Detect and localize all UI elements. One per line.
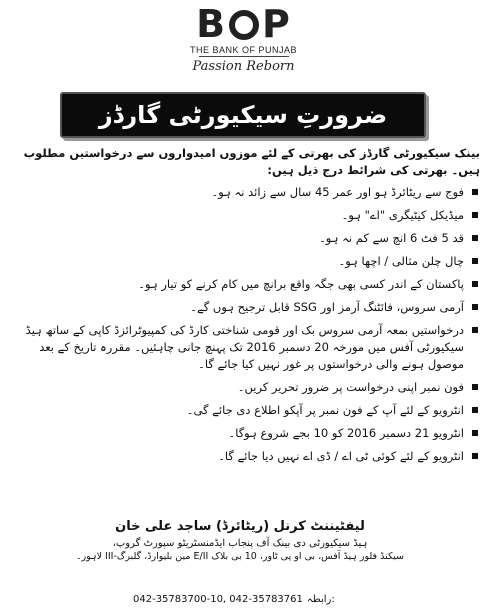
logo-letter-p: P xyxy=(262,2,291,46)
banner-title: ضرورتِ سیکیورٹی گارڈز xyxy=(98,101,388,129)
signatory-name: لیفٹیننٹ کرنل (ریٹائرڈ) ساجد علی خان xyxy=(115,519,365,534)
bank-logo-block xyxy=(0,2,487,74)
list-item: فون نمبر اپنی درخواست پر ضرور تحریر کریں۔ xyxy=(10,379,480,396)
signature-block xyxy=(30,519,450,562)
title-banner xyxy=(60,92,426,138)
list-item: میڈیکل کیٹیگری "اے" ہو۔ xyxy=(10,207,480,224)
list-item: درخواستیں بمعہ آرمی سروس بک اور قومی شناختی کارڈ کی کمپیوٹرائزڈ کاپی کے ساتھ ہیڈ سیکیورٹی آفس میں مورخہ 20 دسمبر 2016 تک پہنچ جانی چاہئیں۔ مقررہ تاریخ کے بعد موصول ہونے والی درخواستوں پر غور نہیں کیا جائے گا۔ xyxy=(10,322,480,373)
requirements-list xyxy=(10,184,480,465)
contact-label: رابطہ: xyxy=(306,594,335,605)
list-item: فوج سے ریٹائرڈ ہو اور عمر 45 سال سے زائد نہ ہو۔ xyxy=(10,184,480,201)
list-item: انٹرویو کے لئے آپ کے فون نمبر پر آپکو اطلاع دی جائے گی۔ xyxy=(10,402,480,419)
list-item: آرمی سروس، فائٹنگ آرمز اور SSG قابل ترجیح ہوں گے۔ xyxy=(10,299,480,316)
list-item: پاکستان کے اندر کسی بھی جگہ واقع برانچ میں کام کرنے کو تیار ہو۔ xyxy=(10,276,480,293)
logo-circle-icon xyxy=(229,10,259,40)
signatory-title: ہیڈ سیکیورٹی دی بینک آف پنجاب ایڈمنسٹریٹو سپورٹ گروپ، xyxy=(112,538,368,549)
contact-line xyxy=(133,594,335,605)
office-address: سیکنڈ فلور ہیڈ آفس، بی او پی ٹاور، 10 بی بلاک E/II مین بلیوارڈ، گلبرگ-III لاہور۔ xyxy=(75,551,405,562)
intro-text: بینک سیکیورٹی گارڈز کی بھرتی کے لئے موزوں امیدواروں سے درخواستیں مطلوب ہیں۔ بھرتی کی شرائط درج ذیل ہیں: xyxy=(23,146,480,177)
bank-tagline: Passion Reborn xyxy=(192,59,295,74)
list-item: انٹرویو کے لئے کوئی ٹی اے / ڈی اے نہیں دیا جائے گا۔ xyxy=(10,448,480,465)
list-item: چال چلن مثالی / اچھا ہو۔ xyxy=(10,253,480,270)
bank-name: THE BANK OF PUNJAB xyxy=(189,45,297,55)
list-item: قد 5 فٹ 6 انچ سے کم نہ ہو۔ xyxy=(10,230,480,247)
contact-phones: 042-35783700-10, 042-35783761 xyxy=(133,594,303,605)
logo-letter-b: B xyxy=(196,2,227,46)
logo-divider xyxy=(199,56,289,57)
list-item: انٹرویو 21 دسمبر 2016 کو 10 بجے شروع ہوگا۔ xyxy=(10,425,480,442)
bop-logo xyxy=(196,4,291,44)
advertisement-body xyxy=(10,145,480,471)
